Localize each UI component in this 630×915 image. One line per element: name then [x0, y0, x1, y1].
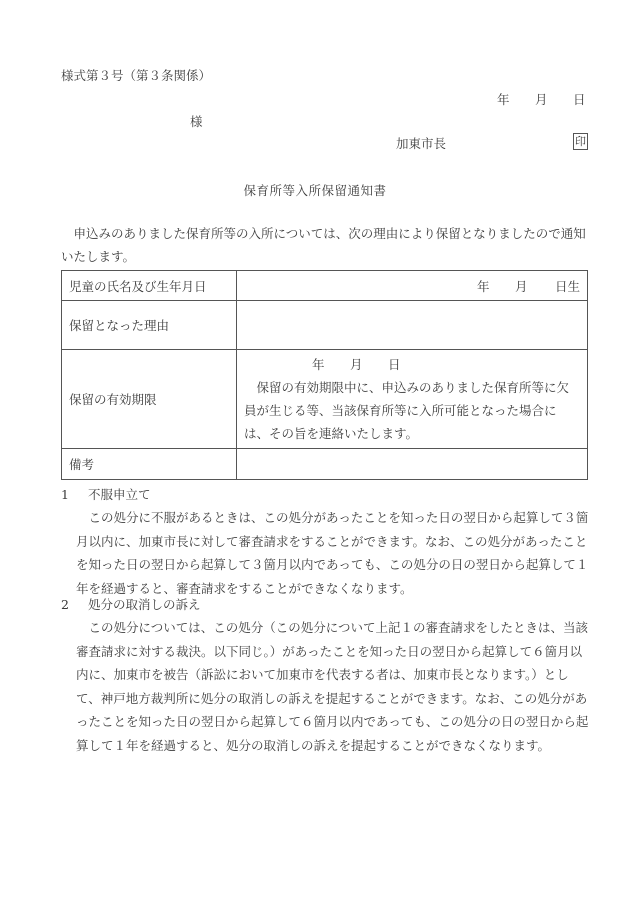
value-remarks — [237, 449, 588, 480]
label-remarks: 備考 — [62, 449, 237, 480]
label-validity-period: 保留の有効期限 — [62, 350, 237, 449]
issue-date-month: 月 — [535, 92, 548, 107]
birth-day: 日生 — [554, 278, 580, 294]
form-number: 様式第３号（第３条関係） — [61, 68, 212, 83]
intro-paragraph — [61, 222, 591, 268]
document-title: 保育所等入所保留通知書 — [243, 183, 387, 198]
value-birthdate — [237, 271, 588, 301]
table-row-remarks — [62, 449, 588, 480]
intro-text: 申込みのありました保育所等の入所については、次の理由により保留となりましたので通知いたします。 — [61, 226, 586, 264]
issue-date-year: 年 — [497, 92, 510, 107]
validity-note: 保留の有効期限中に、申込みのありました保育所等に欠員が生じる等、当該保育所等に入所可能となった場合には、その旨を連絡いたします。 — [244, 380, 570, 441]
label-reason: 保留となった理由 — [62, 301, 237, 350]
section-1-number: 1 — [61, 487, 69, 502]
section-2-title: 処分の取消しの訴え — [88, 597, 201, 612]
section-2-number: 2 — [61, 597, 69, 612]
label-child-name-birthdate: 児童の氏名及び生年月日 — [62, 271, 237, 301]
validity-month: 月 — [350, 357, 363, 372]
value-validity — [237, 350, 588, 449]
issue-date-day: 日 — [573, 92, 586, 107]
validity-date — [244, 353, 580, 376]
section-1-body: この処分に不服があるときは、この処分があったことを知った日の翌日から起算して３箇月以内に、加東市長に対して審査請求をすることができます。なお、この処分があったことを知った日の翌日から起算して３箇月以内であっても、この処分の日の翌日から起算して１年を経過すると、審査請求をすることができなくなります。 — [76, 510, 589, 596]
table-row-validity — [62, 350, 588, 449]
section-2-heading — [61, 593, 591, 617]
section-1-heading — [61, 483, 591, 507]
birth-month: 月 — [514, 278, 528, 294]
notice-table — [61, 270, 588, 480]
issue-date — [497, 90, 586, 108]
table-row-reason — [62, 301, 588, 350]
validity-year: 年 — [312, 357, 325, 372]
table-row-child-info — [62, 271, 588, 301]
section-2-body: この処分については、この処分（この処分について上記１の審査請求をしたときは、当該審査請求に対する裁決。以下同じ。）があったことを知った日の翌日から起算して６箇月以内に、加東市を被告（訴訟において加東市を代表する者は、加東市長となります。）として、神戸地方裁判所に処分の取消しの訴えを提起することができます。なお、この処分があったことを知った日の翌日から起算して６箇月以内であっても、この処分の日の翌日から起算して１年を経過すると、処分の取消しの訴えを提起することができなくなります。 — [76, 620, 589, 753]
section-1-title: 不服申立て — [88, 487, 151, 502]
birth-year: 年 — [476, 278, 490, 294]
seal-stamp-box: 印 — [575, 135, 586, 148]
validity-day: 日 — [388, 357, 401, 372]
addressee-suffix: 様 — [190, 114, 203, 129]
value-reason — [237, 301, 588, 350]
issuer-name: 加東市長 — [396, 136, 447, 151]
